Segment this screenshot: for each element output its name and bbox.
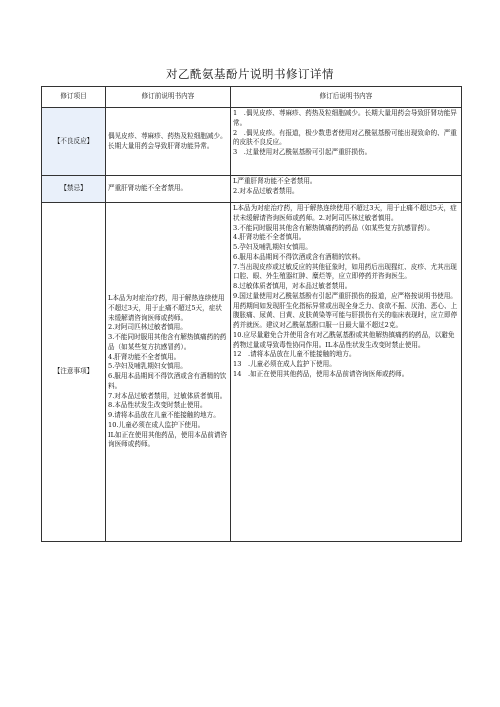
before-adverse xyxy=(106,108,231,176)
after-adverse-3: 3 .过量使用对乙酰氨基酚可引起严重肝损伤。 xyxy=(233,148,372,156)
after-contra xyxy=(231,176,462,203)
before-prec-10: 10.儿童必须在成人监护下使用。 xyxy=(108,420,205,429)
after-prec-12: 12 .请将本品放在儿童不能接触的地方。 xyxy=(233,350,356,359)
before-prec-1: L本品为对症治疗药，用于解热连续使用不超过3天，用于止痛不超过5天，症状未缓解请咨询医师或药师。 xyxy=(108,294,225,322)
before-contra-text: 严重肝肾功能不全者禁用。 xyxy=(108,184,188,193)
item-adverse: 【不良反应】 xyxy=(42,108,106,176)
after-prec-1: L本品为对症治疗药，用于解热连续使用不超过3天，用于止痛不超过5天，症状未缓解请咨询医师或药师。2.对阿司匹林过敏者慎用。 xyxy=(233,204,457,222)
table-row-contra xyxy=(42,176,462,203)
before-adverse-text: 偶见皮疹、荨麻疹、药热及粒细胞减少。长期大量用药会导致肝肾功能异常。 xyxy=(108,131,227,150)
header-item: 修订项目 xyxy=(42,87,106,108)
after-prec-13: 13 .儿童必须在成人监护下使用。 xyxy=(233,360,336,368)
table-row-precautions xyxy=(42,203,462,542)
header-before: 修订前说明书内容 xyxy=(106,87,231,108)
header-after: 修订后说明书内容 xyxy=(231,87,462,108)
table-header-row xyxy=(42,87,462,108)
before-prec-3: 3.不能同时服用其他含有解热镇痛药的药品（如某些复方抗感冒药）。 xyxy=(108,333,227,351)
after-prec-7: 7.当出现皮疹或过敏反应的其他征象时，如用药后出现猩红、皮疹、尤其出现口腔、眼、外生殖器红肿、糜烂等，应立即停药并咨询医生。 xyxy=(233,262,457,281)
after-adverse-2: 2 .偶见皮疹。有报道，极少数患者使用对乙酰氨基酚可能出现致命的、严重的皮肤不良反应。 xyxy=(233,128,457,147)
after-precautions xyxy=(231,203,462,542)
before-precautions xyxy=(106,203,231,542)
after-contra-1: L严重肝肾功能不全者禁用。 xyxy=(233,177,317,185)
after-prec-3: 3.不能同时服用其他含有解热镇痛药的药品（如某些复方抗感冒药）。 xyxy=(233,223,434,232)
after-adverse-1: 1 .偶见皮疹、荨麻疹、药热及粒细胞减少。长期大量用药会导致肝肾功能异常。 xyxy=(233,109,457,127)
after-contra-2: 2.对本品过敏者禁用。 xyxy=(233,186,299,195)
after-prec-9: 9.国过量使用对乙酰氨基酚有引起严重肝损伤的报道，应严格按说明书使用。用药期间如发现肝生化指标异常或出现全身乏力、食欲不振、厌油、恶心、上腹胀痛、尿黄、目黄、皮肤黄染等可能与肝损伤有关的临床表现时，应立即停药并就医。建议对乙酰氨基酚口服一日最大量不超过2克。 xyxy=(233,291,458,329)
item-precautions: 【注意事项】 xyxy=(42,203,106,542)
after-prec-8: 8.过敏体质者慎用，对本品过敏者禁用。 xyxy=(233,282,352,290)
before-prec-2: 2.对阿司匹林过敏者慎用。 xyxy=(108,323,187,332)
before-contra xyxy=(106,176,231,203)
before-prec-11: IL如正在使用其他药品，使用本品前请咨询医师或药师。 xyxy=(108,430,228,449)
after-prec-10: 10.应尽量避免合并使用含有对乙酰氨基酚或其他解热镇痛药的药品，以避免药物过量或导致毒性协同作用。IL本品性状发生改变时禁止使用。 xyxy=(233,330,455,349)
after-prec-5: 5.孕妇及哺乳期妇女慎用。 xyxy=(233,243,312,251)
page-title: 对乙酰氨基酚片说明书修订详情 xyxy=(166,67,334,81)
before-prec-7: 7.对本品过敏者禁用，过敏体质者慎用。 xyxy=(108,391,227,400)
before-prec-6: 6.服用本品期间不得饮酒或含有酒精的饮料。 xyxy=(108,372,227,390)
after-prec-4: 4.肝肾功能不全者慎用。 xyxy=(233,233,306,242)
after-adverse xyxy=(231,108,462,176)
item-contra: 【禁忌】 xyxy=(42,176,106,203)
before-prec-8: 8.本品性状发生改变时禁止使用。 xyxy=(108,401,207,410)
revision-table xyxy=(41,86,462,542)
after-prec-14: 14 .如正在使用其他药品，使用本品前请咨询医师或药师。 xyxy=(233,369,409,378)
after-prec-6: 6.服用本品期间不得饮酒或含有酒精的饮料。 xyxy=(233,252,365,261)
before-prec-5: 5.孕妇及哺乳期妇女慎用。 xyxy=(108,362,187,371)
before-prec-9: 9.请将本品放在儿童不能接触的地方。 xyxy=(108,411,220,419)
table-row-adverse xyxy=(42,108,462,176)
before-prec-4: 4.肝肾功能不全者慎用。 xyxy=(108,352,181,361)
